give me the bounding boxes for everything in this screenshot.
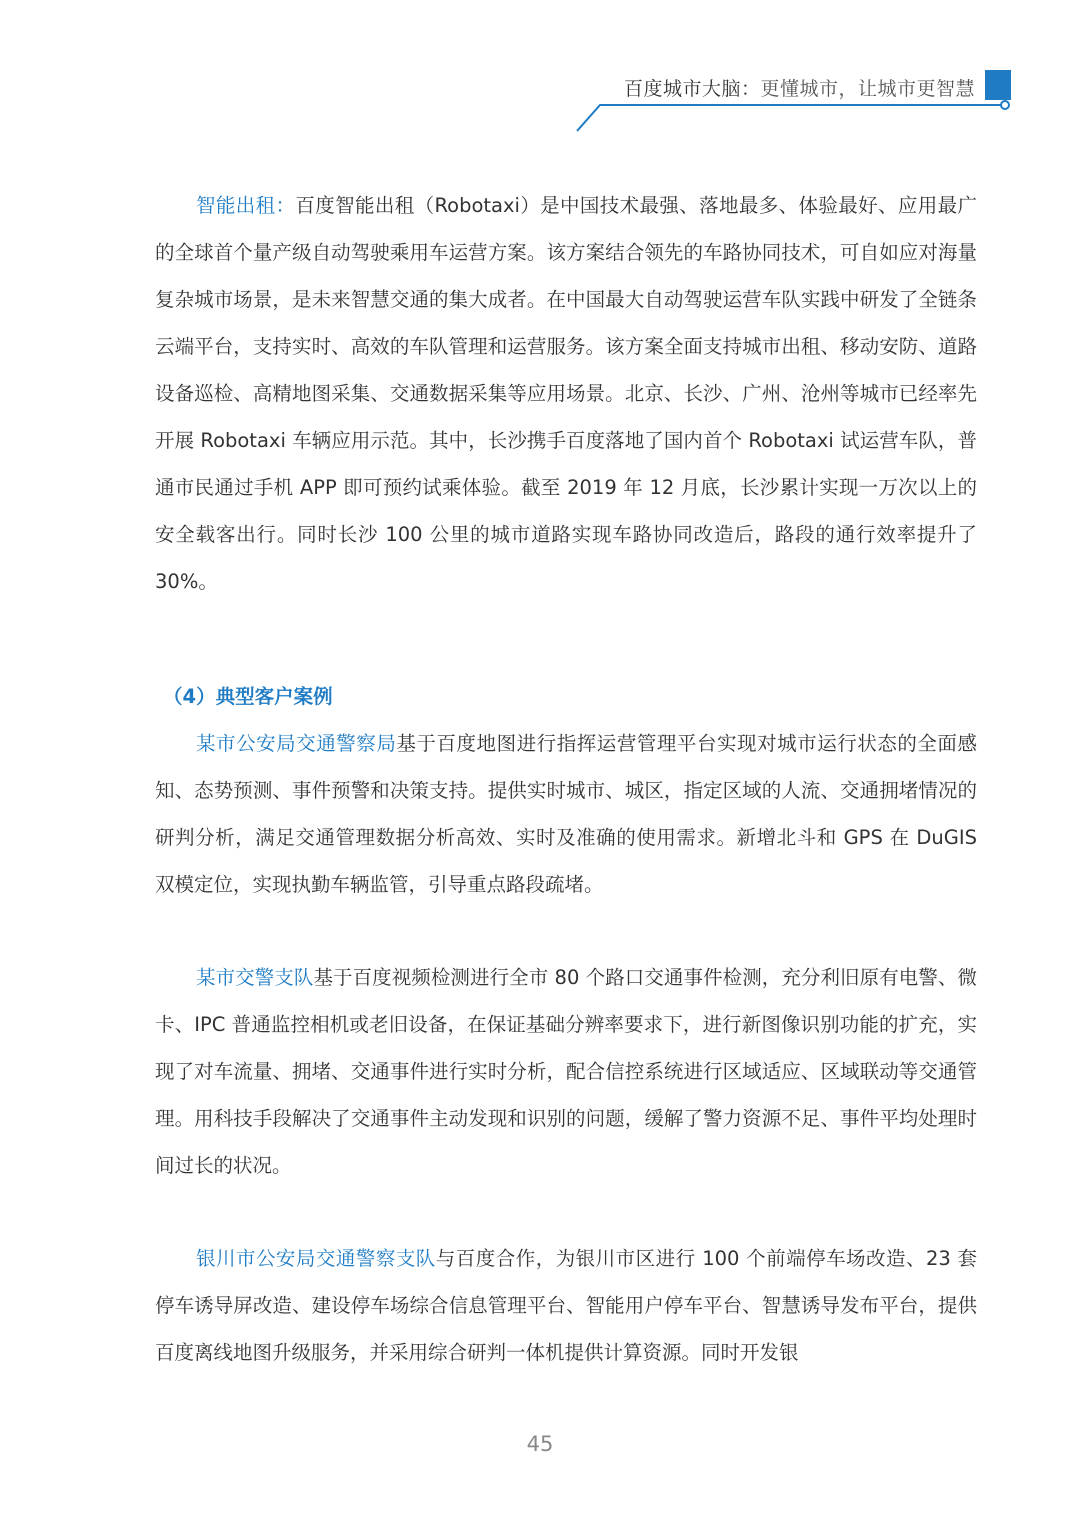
header-title-main: 百度城市大脑：	[623, 78, 761, 100]
paragraph-case-3	[155, 1235, 977, 1376]
paragraph-lead: 某市公安局交通警察局	[196, 732, 397, 755]
paragraph-case-1	[155, 720, 977, 908]
page-content	[155, 182, 977, 1376]
header-accent-block	[985, 70, 1011, 100]
section-heading: （4）典型客户案例	[163, 685, 333, 708]
header-title-sub: 更懂城市，让城市更智慧	[760, 78, 975, 100]
paragraph-lead: 银川市公安局交通警察支队	[196, 1247, 436, 1270]
paragraph-lead: 智能出租：	[196, 194, 296, 217]
paragraph-robotaxi	[155, 182, 977, 605]
header-title	[624, 74, 975, 101]
header-accent-line	[570, 98, 1015, 132]
paragraph-body: 百度智能出租（Robotaxi）是中国技术最强、落地最多、体验最好、应用最广的全球首个量产级自动驾驶乘用车运营方案。该方案结合领先的车路协同技术，可自如应对海量复杂城市场景，是未来智慧交通的集大成者。在中国最大自动驾驶运营车队实践中研发了全链条云端平台，支持实时、高效的车队管理和运营服务。该方案全面支持城市出租、移动安防、道路设备巡检、高精地图采集、交通数据采集等应用场景。北京、长沙、广州、沧州等城市已经率先开展 Robotaxi 车辆应用示范。其中，长沙携手百度落地了国内首个 Robotaxi 试运营车队，普通市民通过手机 APP 即可预约试乘体验。截至 2019 年 12 月底，长沙累计实现一万次以上的安全载客出行。同时长沙 100 公里的城市道路实现车路协同改造后，路段的通行效率提升了 30%。	[155, 194, 977, 593]
paragraph-lead: 某市交警支队	[196, 966, 314, 989]
paragraph-case-2	[155, 954, 977, 1189]
paragraph-body: 基于百度视频检测进行全市 80 个路口交通事件检测，充分利旧原有电警、微卡、IPC 普通监控相机或老旧设备，在保证基础分辨率要求下，进行新图像识别功能的扩充，实现了对车流量、拥堵、交通事件进行实时分析，配合信控系统进行区域适应、区域联动等交通管理。用科技手段解决了交通事件主动发现和识别的问题，缓解了警力资源不足、事件平均处理时间过长的状况。	[155, 966, 977, 1177]
page-number: 45	[526, 1432, 554, 1456]
paragraph-body: 与百度合作，为银川市区进行 100 个前端停车场改造、23 套停车诱导屏改造、建设停车场综合信息管理平台、智能用户停车平台、智慧诱导发布平台，提供百度离线地图升级服务，并采用综合研判一体机提供计算资源。同时开发银	[155, 1247, 977, 1364]
paragraph-body: 基于百度地图进行指挥运营管理平台实现对城市运行状态的全面感知、态势预测、事件预警和决策支持。提供实时城市、城区，指定区域的人流、交通拥堵情况的研判分析，满足交通管理数据分析高效、实时及准确的使用需求。新增北斗和 GPS 在 DuGIS 双模定位，实现执勤车辆监管，引导重点路段疏堵。	[155, 732, 977, 896]
